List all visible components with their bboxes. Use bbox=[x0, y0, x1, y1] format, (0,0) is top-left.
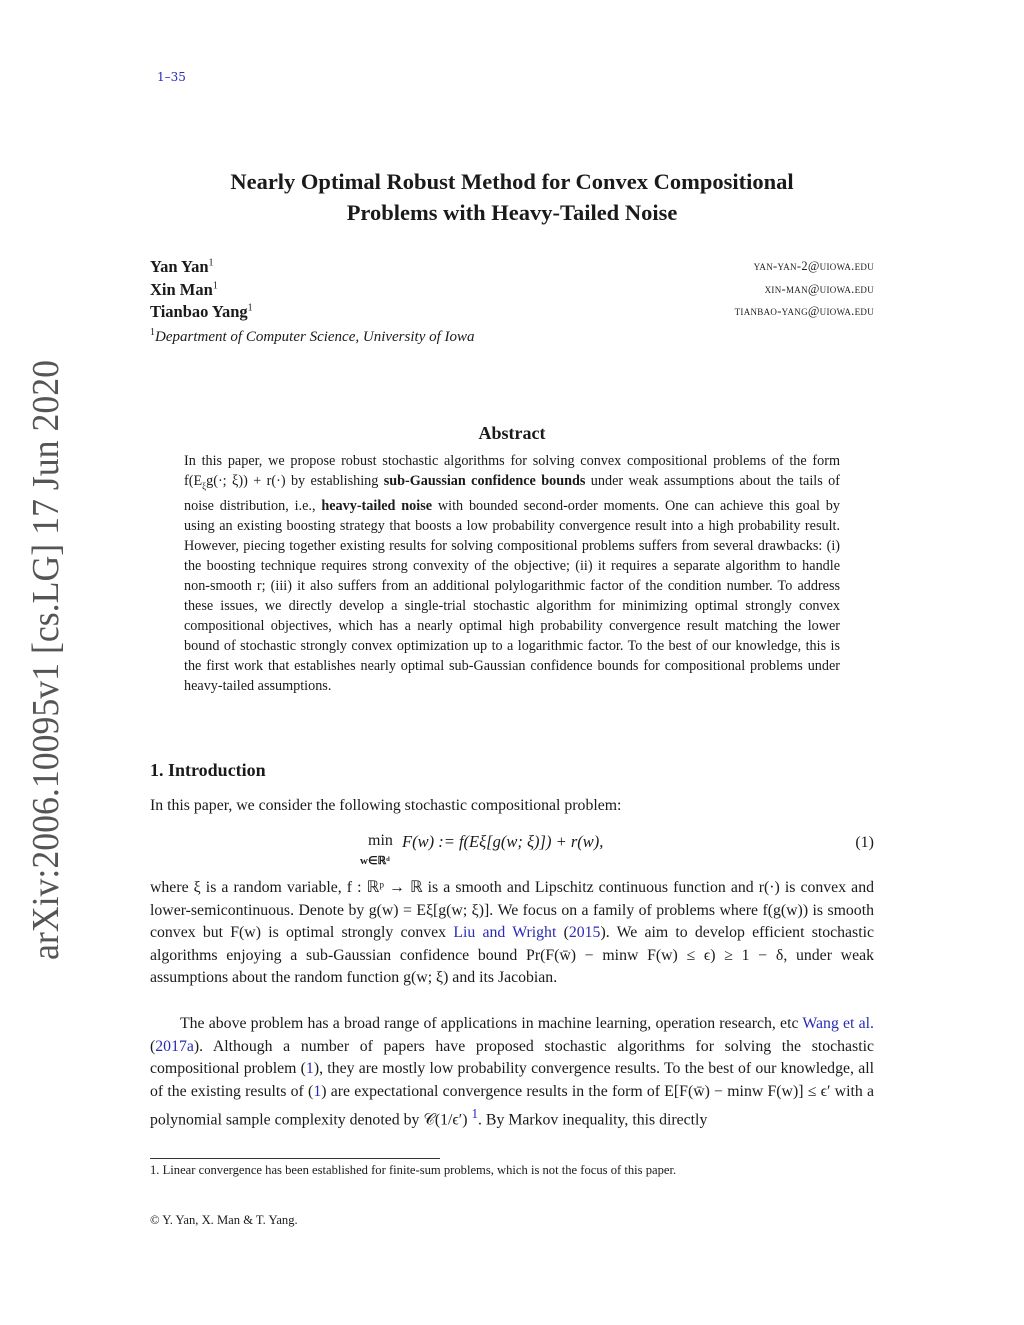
arxiv-id-text: arXiv:2006.10095v1 [cs.LG] 17 Jun 2020 bbox=[25, 350, 67, 960]
citation-year-link[interactable]: 2017a bbox=[155, 1037, 194, 1055]
section-heading: 1. Introduction bbox=[150, 760, 266, 780]
paper-title bbox=[150, 166, 874, 228]
footnote: 1. Linear convergence has been established for finite-sum problems, which is not the focus of this paper. bbox=[150, 1163, 677, 1177]
citation-link[interactable]: Wang et al. bbox=[802, 1015, 874, 1032]
author-row bbox=[150, 280, 874, 302]
equation-ref-link[interactable]: 1 bbox=[305, 1060, 314, 1078]
intro-paragraph: where ξ is a random variable, f : ℝᵖ → ℝ is a smooth and Lipschitz continuous function and r(·) is convex and lower-semicontinuous. Denote by g(w) = Eξ[g(w; ξ)]. We focus on a family of problems where f(g(w)) is smooth convex but F(w) is optimal strongly convex Liu and Wright (2015). We aim to develop efficient stochastic algorithms enjoying a sub-Gaussian confidence bound Pr(F(w̄) − minw F(w) ≤ ϵ) ≥ 1 − δ, under weak assumptions about the random function g(w; ξ) and its Jacobian. bbox=[150, 879, 874, 987]
equation-ref-link[interactable]: 1 bbox=[313, 1082, 322, 1100]
author-email: xin-man@uiowa.edu bbox=[764, 282, 874, 296]
copyright-line: © Y. Yan, X. Man & T. Yang. bbox=[150, 1213, 298, 1227]
citation-year-link[interactable]: 2015 bbox=[568, 924, 601, 942]
equation-body: F(w) := f(Eξ[g(w; ξ)]) + r(w), bbox=[402, 832, 604, 851]
author-name: Yan Yan$^1$ bbox=[150, 257, 214, 276]
title-line-2: Problems with Heavy-Tailed Noise bbox=[346, 200, 678, 225]
abstract-heading: Abstract bbox=[478, 423, 546, 443]
footnote-rule bbox=[150, 1158, 440, 1159]
arxiv-side-identifier bbox=[6, 350, 81, 970]
footnote-marker-link[interactable]: 1 bbox=[471, 1106, 479, 1122]
equation-subscript: w∈ℝᵈ bbox=[360, 855, 390, 867]
author-row bbox=[150, 257, 874, 279]
equation-1 bbox=[150, 832, 874, 872]
intro-paragraph: In this paper, we consider the following stochastic compositional problem: bbox=[150, 797, 622, 814]
author-row bbox=[150, 302, 874, 324]
equation-min: min bbox=[368, 832, 393, 849]
equation-number: (1) bbox=[855, 834, 874, 851]
citation-link[interactable]: Liu and Wright bbox=[453, 924, 557, 942]
author-name: Tianbao Yang$^1$ bbox=[150, 302, 253, 321]
page-number: 1–35 bbox=[157, 70, 186, 84]
author-email: tianbao-yang@uiowa.edu bbox=[734, 304, 874, 318]
intro-paragraph: The above problem has a broad range of applications in machine learning, operation research, etc Wang et al. (2017a). Although a number of papers have proposed stochastic algorithms for solving the stochastic compositional problem (1), they are mostly low probability convergence results. To the best of our knowledge, all of the existing results of (1) are expectational convergence results in the form of E[F(w̄) − minw F(w)] ≤ ϵ′ with a polynomial sample complexity denoted by 𝒞(1/ϵ′) $^1$. By Markov inequality, this directly bbox=[150, 1015, 875, 1129]
title-line-1: Nearly Optimal Robust Method for Convex Compositional bbox=[230, 169, 794, 194]
affiliation: $^1$Department of Computer Science, University of Iowa bbox=[150, 327, 475, 345]
abstract-body: In this paper, we propose robust stochastic algorithms for solving convex compositional problems of the form $f(E_\xi g(\cdot$; ξ)) + r(·) by establishing sub-Gaussian confidence bounds under weak assumptions about the tails of noise distribution, i.e., heavy-tailed noise with bounded second-order moments. One can achieve this goal by using an existing boosting strategy that boosts a low probability convergence result into a high probability result. However, piecing together existing results for solving compositional problems suffers from several drawbacks: (i) the boosting technique requires strong convexity of the objective; (ii) it requires a separate algorithm to handle non-smooth r; (iii) it also suffers from an additional polylogarithmic factor of the condition number. To address these issues, we directly develop a single-trial stochastic algorithm for minimizing optimal strongly convex compositional objectives, which has a nearly optimal high probability convergence result matching the lower bound of stochastic strongly convex optimization up to a logarithmic factor. To the best of our knowledge, this is the first work that establishes nearly optimal sub-Gaussian confidence bounds for compositional problems under heavy-tailed assumptions. bbox=[184, 453, 840, 694]
author-name: Xin Man$^1$ bbox=[150, 280, 218, 299]
author-email: yan-yan-2@uiowa.edu bbox=[753, 259, 874, 273]
